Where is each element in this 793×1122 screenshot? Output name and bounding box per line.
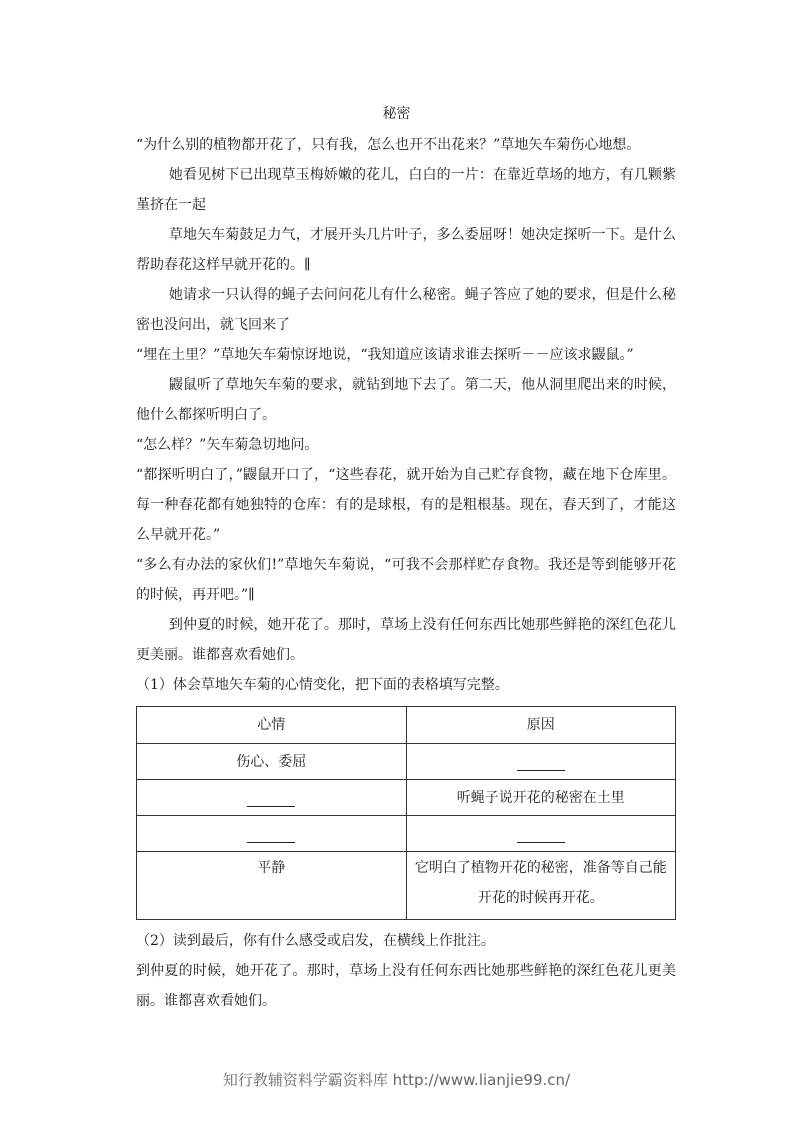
table-header-row	[137, 707, 676, 744]
header-mood: 心情	[137, 707, 407, 744]
answer-blank[interactable]	[517, 769, 565, 771]
paragraph-5: “埋在土里？”草地矢车菊惊讶地说，“我知道应该请求谁去探听－－应该求鼹鼠。”	[136, 347, 634, 363]
cell-reason: 听蝇子说开花的秘密在土里	[406, 780, 676, 816]
footer-watermark: 知行教辅资料学霸资料库 http://www.lianjie99.cn/	[222, 1071, 571, 1089]
paragraph-10: 到仲夏的时候，她开花了。那时，草场上没有任何东西比她那些鲜艳的深红色花儿更美丽。谁都喜欢看她们。	[136, 617, 676, 663]
paragraph-4: 她请求一只认得的蝇子去问问花儿有什么秘密。蝇子答应了她的要求，但是什么秘密也没问出，就飞回来了	[136, 287, 676, 333]
header-reason: 原因	[406, 707, 676, 744]
paragraph-3: 草地矢车菊鼓足力气，才展开头几片叶子，多么委屈呀！她决定探听一下。是什么帮助春花这样早就开花的。∥	[136, 227, 676, 273]
table-row	[137, 780, 676, 816]
mood-table	[136, 706, 676, 920]
answer-blank[interactable]	[247, 841, 295, 843]
question-1: （1）体会草地矢车菊的心情变化，把下面的表格填写完整。	[136, 677, 509, 693]
cell-mood: 伤心、委屈	[137, 744, 407, 780]
ending-paragraph: 到仲夏的时候，她开花了。那时，草场上没有任何东西比她那些鲜艳的深红色花儿更美丽。谁都喜欢看她们。	[136, 963, 676, 1009]
paragraph-1: “为什么别的植物都开花了，只有我，怎么也开不出花来？”草地矢车菊伤心地想。	[136, 137, 641, 153]
table-row	[137, 852, 676, 920]
cell-mood	[137, 780, 407, 816]
paragraph-9: “多么有办法的家伙们!”草地矢车菊说，“可我不会那样贮存食物。我还是等到能够开花的时候，再开吧。”∥	[136, 557, 676, 603]
article-body	[136, 130, 676, 1016]
table-row	[137, 816, 676, 852]
table-row	[137, 744, 676, 780]
answer-blank[interactable]	[517, 841, 565, 843]
paragraph-8: “都探听明白了，”鼹鼠开口了，“这些春花，就开始为自己贮存食物，藏在地下仓库里。每一种春花都有她独特的仓库：有的是球根，有的是粗根基。现在，春天到了，才能这么早就开花。”	[136, 467, 676, 543]
answer-blank[interactable]	[247, 805, 295, 807]
paragraph-6: 鼹鼠听了草地矢车菊的要求，就钻到地下去了。第二天，他从洞里爬出来的时候，他什么都探听明白了。	[136, 377, 676, 423]
paragraph-2: 她看见树下已出现草玉梅娇嫩的花儿，白白的一片：在靠近草场的地方，有几颗紫堇挤在一起	[136, 167, 676, 213]
question-2: （2）读到最后，你有什么感受或启发，在横线上作批注。	[136, 933, 495, 949]
cell-mood	[137, 816, 407, 852]
cell-reason	[406, 744, 676, 780]
cell-reason: 它明白了植物开花的秘密，准备等自己能开花的时候再开花。	[406, 852, 676, 920]
cell-reason	[406, 816, 676, 852]
paragraph-7: “怎么样？”矢车菊急切地问。	[136, 437, 319, 453]
article-title: 秘密	[382, 106, 411, 122]
cell-mood: 平静	[137, 852, 407, 920]
